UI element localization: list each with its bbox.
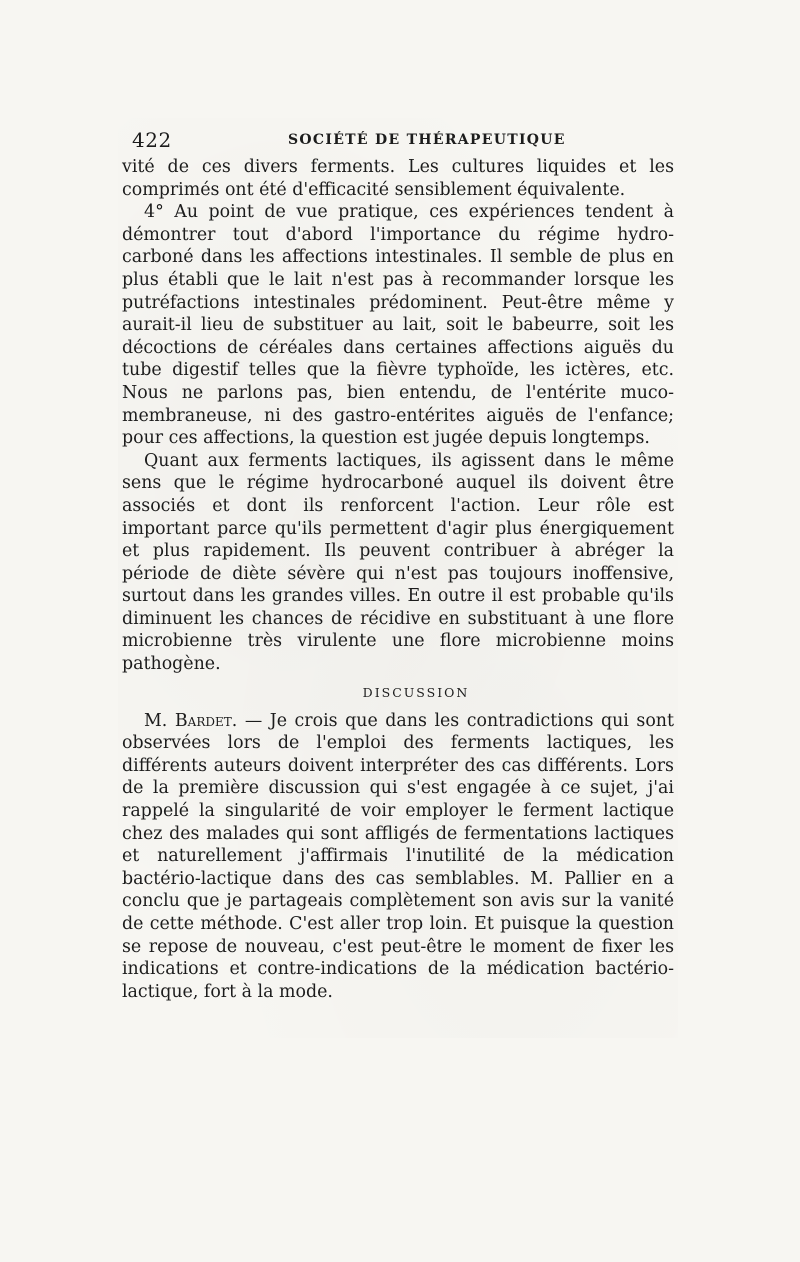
paragraph-discussion [122, 710, 674, 1004]
page-number: 422 [132, 128, 172, 152]
page-header [118, 128, 678, 154]
discussion-text: — Je crois que dans les contradictions qui sont observées lors de l'emploi des ferments lactiques, les différents auteurs doivent interpréter des cas différents. Lors de la première discussion qui s'est engagée à ce sujet, j'ai rappelé la singularité de voir employer le ferment lactique chez des malades qui sont affligés de fermentations lactiques et naturellement j'affirmais l'inutilité de la médication bactério-lactique dans des cas semblables. M. Pallier en a conclu que je partageais complètement son avis sur la vanité de cette méthode. C'est aller trop loin. Et puisque la question se repose de nouveau, c'est peut-être le moment de fixer les indications et contre-indications de la médication bactério-lactique, fort à la mode. [122, 710, 674, 1002]
body-text [122, 156, 674, 1003]
section-title-discussion: DISCUSSION [362, 684, 470, 700]
paragraph-point-4: 4° Au point de vue pratique, ces expériences tendent à démontrer tout d'abord l'importance du régime hydro-carboné dans les affections intestinales. Il semble de plus en plus établi que le lait n'est pas à recommander lorsque les putréfactions intestinales prédominent. Peut-être même y aurait-il lieu de substituer au lait, soit le babeurre, soit les décoctions de céréales dans certaines affections aiguës du tube digestif telles que la fièvre typhoïde, les ictères, etc. Nous ne parlons pas, bien entendu, de l'entérite muco-membraneuse, ni des gastro-entérites aiguës de l'enfance; pour ces affections, la question est jugée depuis longtemps. [122, 202, 674, 449]
running-title: SOCIÉTÉ DE THÉRAPEUTIQUE [288, 132, 566, 148]
paragraph-continuation: vité de ces divers ferments. Les cultures liquides et les comprimés ont été d'efficacité sensiblement équivalente. [122, 157, 674, 200]
paragraph-lactic-ferments: Quant aux ferments lactiques, ils agissent dans le même sens que le régime hydrocarboné auquel ils doivent être associés et dont ils renforcent l'action. Leur rôle est important parce qu'ils permettent d'agir plus énergiquement et plus rapidement. Ils peuvent contribuer à abréger la période de diète sévère qui n'est pas toujours inoffensive, surtout dans les grandes villes. En outre il est probable qu'ils diminuent les chances de récidive en substituant à une flore microbienne très virulente une flore microbienne moins pathogène. [122, 450, 674, 675]
book-page [118, 118, 678, 1038]
speaker-name: M. Bardet. [144, 710, 238, 731]
